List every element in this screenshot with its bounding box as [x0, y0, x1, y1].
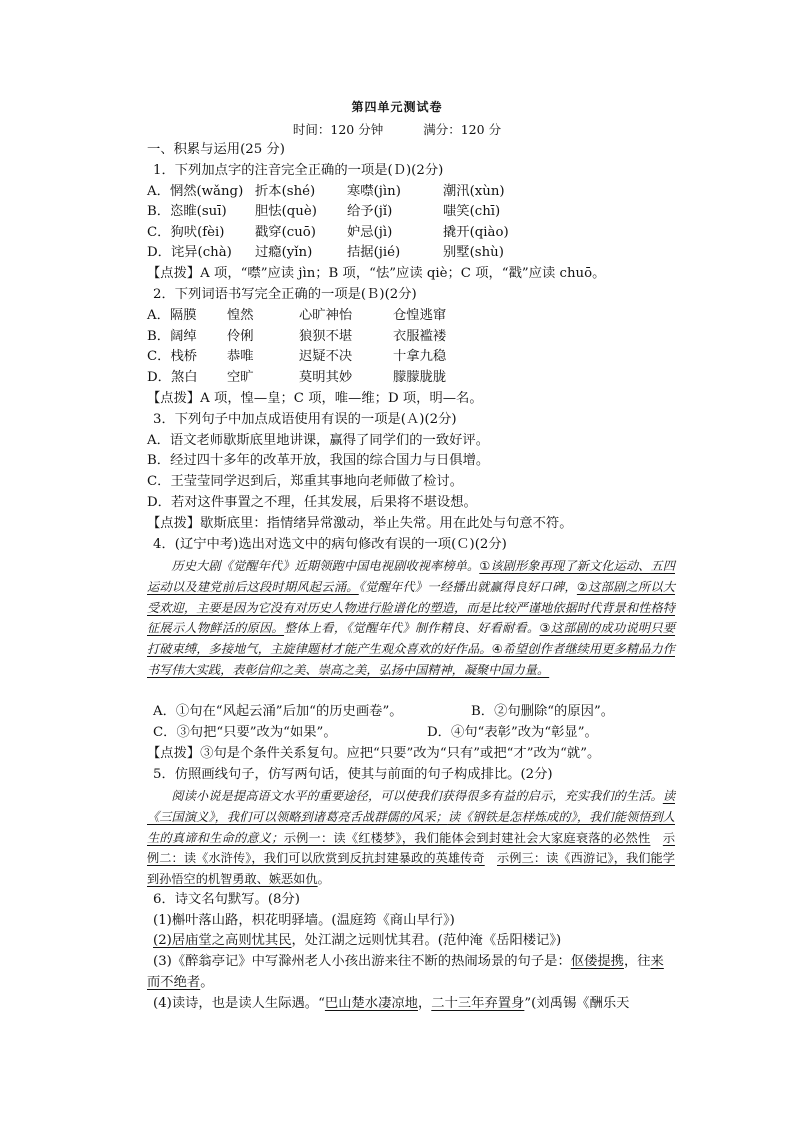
q5-end: 。	[317, 872, 330, 887]
q6-line-3	[147, 952, 675, 993]
q4-option-c: C．③句把“只要”改为“如果”。	[153, 725, 337, 740]
q2-d-1: D．煞白	[147, 370, 198, 385]
q1-a-2: 折本(shé)	[255, 184, 316, 199]
q4-passage-mid1: 《觉醒年代》一经播出就赢得良好口碑，	[358, 579, 577, 594]
q1-a-1: A．惘然(wǎng)	[147, 184, 244, 199]
q6-line-3-prompt: (3)《醉翁亭记》中写滁州老人小孩出游来往不断的热闹场景的句子是：	[153, 954, 571, 969]
q4-passage	[147, 556, 675, 681]
q1-c-3: 妒忌(jì)	[347, 225, 393, 240]
q2-c-3: 迟疑不决	[299, 349, 353, 364]
q1-d-2: 过瘾(yǐn)	[255, 245, 313, 260]
q1-option-a	[147, 182, 687, 202]
q6-answer-3b: 来而不绝者	[147, 954, 664, 990]
q1-b-4: 嗤笑(chī)	[443, 204, 501, 219]
q1-c-2: 戳穿(cuō)	[255, 225, 316, 240]
q6-line-4-mid: ，	[417, 996, 432, 1011]
q1-b-1: B．恣睢(suī)	[147, 204, 227, 219]
q1-d-4: 别墅(shù)	[443, 245, 504, 260]
q6-line-1: (1)槲叶落山路，枳花明驿墙。(温庭筠《商山早行》)	[153, 913, 455, 928]
q2-c-4: 十拿九稳	[393, 349, 447, 364]
q2-b-3: 狼狈不堪	[299, 329, 353, 344]
q4-options-cd	[153, 723, 693, 743]
q3-stem: 3．下列句子中加点成语使用有误的一项是(Ａ)(2分)	[153, 412, 457, 427]
q1-b-3: 给予(jǐ)	[347, 204, 393, 219]
q4-sentence-2: ②这部剧之所以大受欢迎，主要是因为它没有对历史人物进行脸谱化的塑造，而是比较严谨地依据时代背景和性格特征展示人物鲜活的原因。	[147, 579, 676, 636]
exam-meta	[0, 120, 794, 138]
q4-stem: 4．(辽宁中考)选出对选文中的病句修改有误的一项(Ｃ)(2分)	[153, 537, 507, 552]
q1-option-c	[147, 223, 687, 243]
q2-option-b	[147, 327, 687, 347]
q1-d-1: D．诧异(chà)	[147, 245, 232, 260]
page-title: 第四单元测试卷	[351, 100, 443, 114]
q5-intro: 阅读小说是提高语文水平的重要途径，可以使我们获得很多有益的启示，充实我们的生活。	[171, 789, 663, 803]
q1-d-3: 拮据(jié)	[347, 245, 401, 260]
time-limit: 时间：120 分钟	[292, 122, 384, 137]
q6-line-3-mid: ，往	[623, 954, 651, 969]
q3-tip: 【点拨】歇斯底里：指情绪异常激动，举止失常。用在此处与句意不符。	[147, 516, 573, 531]
q2-option-c	[147, 347, 687, 367]
q2-b-4: 衣服褴褛	[393, 329, 447, 344]
q5-answer-2: 示例二：读《水浒传》，我们可以欣赏到反抗封建暴政的英雄传奇	[147, 830, 676, 866]
q6-line-3-end: 。	[200, 974, 214, 990]
q3-option-d: D．若对这件事置之不理，任其发展，后果将不堪设想。	[147, 495, 477, 510]
q3-option-a: A．语文老师歇斯底里地讲课，赢得了同学们的一致好评。	[147, 433, 490, 448]
q1-a-4: 潮汛(xùn)	[443, 184, 505, 199]
q2-c-2: 恭唯	[227, 349, 254, 364]
q4-passage-start: 历史大剧《觉醒年代》近期领跑中国电视剧收视率榜单。	[171, 559, 480, 573]
q4-sentence-1: ①该剧形象再现了新文化运动、五四运动以及建党前后这段时期风起云涌。	[147, 559, 675, 594]
q4-option-d: D．④句“表彰”改为“彰显”。	[427, 725, 598, 740]
q2-d-2: 空旷	[227, 370, 254, 385]
q2-option-a	[147, 306, 687, 326]
q4-sentence-3: ③这部剧的成功说明只要打破束缚，多接地气，主旋律题材才能产生观众喜欢的好作品。	[147, 621, 676, 657]
q5-stem: 5．仿照画线句子，仿写两句话，使其与前面的句子构成排比。(2分)	[153, 767, 553, 782]
q1-tip: 【点拨】A 项，“噤”应读 jìn；B 项，“怯”应读 qiè；C 项，“戳”应读 chuō。	[147, 266, 606, 281]
q6-answer-2: (2)居庙堂之高则忧其民	[153, 933, 292, 948]
q4-option-a: A．①句在“风起云涌”后加“的历史画卷”。	[153, 704, 403, 719]
q4-tip: 【点拨】③句是个条件关系复句。应把“只要”改为“只有”或把“才”改为“就”。	[147, 746, 601, 761]
q2-d-4: 朦朦胧胧	[393, 370, 447, 385]
q6-line-2	[153, 931, 693, 951]
q4-options-ab	[153, 702, 693, 722]
q6-answer-3a: 伛偻提携	[570, 954, 624, 969]
q4-option-b: B．②句删除“的原因”。	[471, 704, 615, 719]
q5-passage	[147, 786, 675, 890]
q5-answer-3: 示例三：读《西游记》，我们能学到孙悟空的机智勇敢、嫉恶如仇	[147, 851, 675, 887]
full-score: 满分：120 分	[423, 122, 502, 137]
q5-example-1: 读《三国演义》，我们可以领略到诸葛亮舌战群儒的风采；	[147, 789, 675, 824]
q6-line-2-rest: ，处江湖之远则忧其君。(范仲淹《岳阳楼记》)	[291, 933, 562, 948]
q6-stem: 6．诗文名句默写。(8分)	[153, 892, 300, 907]
q1-c-4: 撬开(qiào)	[443, 225, 509, 240]
q2-b-1: B．阔绰	[147, 329, 197, 344]
q3-option-c: C．王莹莹同学迟到后，郑重其事地向老师做了检讨。	[147, 474, 464, 489]
q6-answer-4b: 二十三年弃置身	[431, 996, 525, 1011]
q2-option-d	[147, 368, 687, 388]
section-heading: 一、积累与运用(25 分)	[147, 142, 285, 157]
q1-option-b	[147, 202, 687, 222]
q2-c-1: C．栈桥	[147, 349, 198, 364]
q6-line-4	[153, 994, 693, 1014]
q4-sentence-4: ④希望创作者继续用更多精品力作书写伟大实践，表彰信仰之美、崇高之美，弘扬中国精神，凝聚中国力量。	[147, 642, 675, 677]
q1-b-2: 胆怯(què)	[255, 204, 317, 219]
q2-d-3: 莫明其妙	[299, 370, 353, 385]
q1-option-d	[147, 243, 687, 263]
q5-example-2: 读《钢铁是怎样炼成的》，我们能领悟到人生的真谛和生命的意义；	[147, 809, 675, 845]
q6-answer-4a: 巴山楚水凄凉地	[324, 996, 418, 1011]
q1-stem: 1．下列加点字的注音完全正确的一项是(Ｄ)(2分)	[153, 163, 444, 178]
q2-a-1: A．隔膜	[147, 308, 197, 323]
q4-passage-mid2: 整体上看，《觉醒年代》制作精良、好看耐看。	[284, 621, 540, 636]
q6-line-4-prompt: (4)读诗，也是读人生际遇。“	[153, 996, 325, 1011]
q5-answer-1: 示例一：读《红楼梦》，我们能体会到封建社会大家庭衰落的必然性	[283, 830, 651, 845]
q2-a-2: 惶然	[227, 308, 254, 323]
q2-a-4: 仓惶逃窜	[393, 308, 447, 323]
q6-line-4-end: ”(刘禹锡《酬乐天	[524, 996, 630, 1011]
q2-a-3: 心旷神怡	[299, 308, 353, 323]
q1-a-3: 寒噤(jìn)	[347, 184, 401, 199]
q1-c-1: C．狗吠(fèi)	[147, 225, 225, 240]
q2-stem: 2．下列词语书写完全正确的一项是(Ｂ)(2分)	[153, 287, 417, 302]
q2-b-2: 伶俐	[227, 329, 254, 344]
q3-option-b: B．经过四十多年的改革开放，我国的综合国力与日俱增。	[147, 453, 490, 468]
q2-tip: 【点拨】A 项，惶—皇；C 项，唯—维；D 项，明—名。	[147, 391, 483, 406]
